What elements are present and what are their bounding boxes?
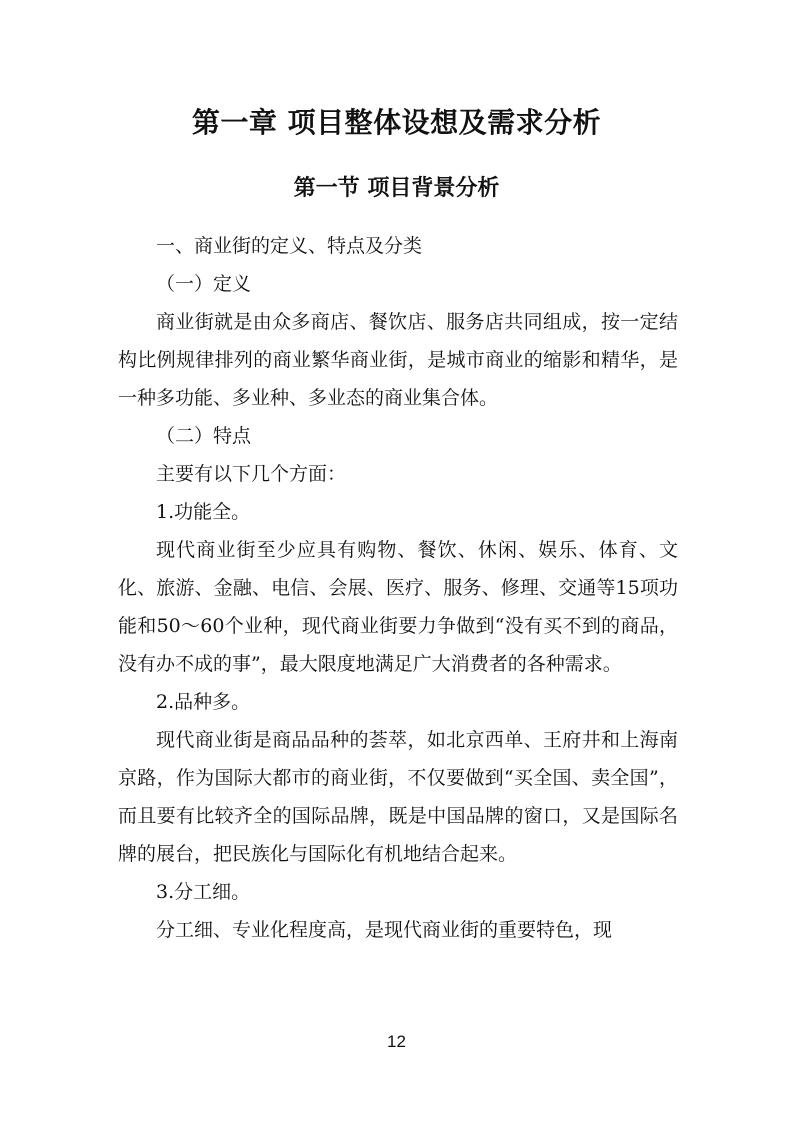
item-heading-3: 3.分工细。 bbox=[156, 881, 251, 903]
page-number: 12 bbox=[387, 1032, 406, 1051]
paragraph-varieties: 现代商业街是商品品种的荟萃，如北京西单、王府井和上海南京路，作为国际大都市的商业街，不仅要做到“买全国、卖全国”，而且要有比较齐全的国际品牌，既是中国品牌的窗口，又是国际名牌的展台，把民族化与国际化有机地结合起来。 bbox=[118, 729, 678, 865]
paragraph-intro: 主要有以下几个方面： bbox=[156, 463, 347, 485]
chapter-title: 第一章 项目整体设想及需求分析 bbox=[191, 106, 602, 139]
item-heading-2: 2.品种多。 bbox=[156, 691, 251, 713]
paragraph-functions: 现代商业街至少应具有购物、餐饮、休闲、娱乐、体育、文化、旅游、金融、电信、会展、医疗、服务、修理、交通等15项功能和50～60个业种，现代商业街要力争做到“没有买不到的商品，没有办不成的事”，最大限度地满足广大消费者的各种需求。 bbox=[118, 539, 678, 675]
body-text bbox=[118, 227, 678, 949]
paragraph-definition: 商业街就是由众多商店、餐饮店、服务店共同组成，按一定结构比例规律排列的商业繁华商业街，是城市商业的缩影和精华，是一种多功能、多业种、多业态的商业集合体。 bbox=[118, 311, 678, 409]
section-title: 第一节 项目背景分析 bbox=[293, 176, 500, 201]
heading-level-1: 一、商业街的定义、特点及分类 bbox=[156, 235, 423, 257]
heading-features: （二）特点 bbox=[156, 425, 252, 447]
heading-definition: （一）定义 bbox=[156, 273, 252, 295]
item-heading-1: 1.功能全。 bbox=[156, 501, 251, 523]
paragraph-division: 分工细、专业化程度高，是现代商业街的重要特色，现 bbox=[156, 919, 613, 941]
